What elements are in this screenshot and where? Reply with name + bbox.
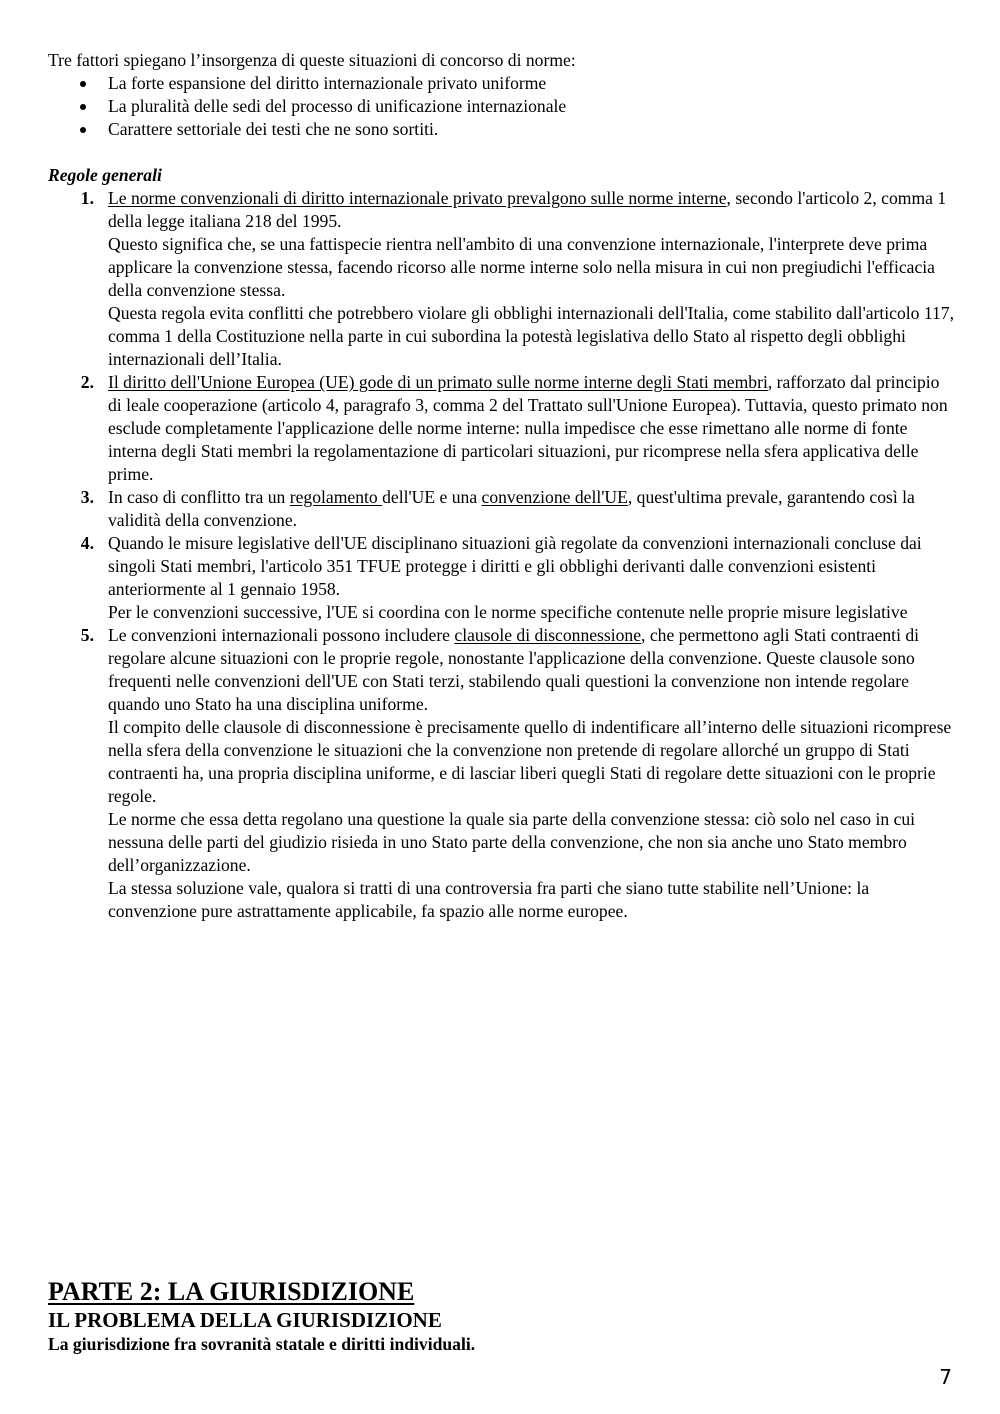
rule-text: Le convenzioni internazionali possono includere [108, 625, 455, 645]
section-title: IL PROBLEMA DELLA GIURISDIZIONE [48, 1308, 442, 1332]
list-number: 2. [80, 372, 94, 392]
rule-text: dell'UE e una [382, 487, 482, 507]
page-number: 7 [939, 1365, 952, 1389]
list-item: La forte espansione del diritto internazionale privato uniforme [48, 72, 956, 95]
rule-item-1 [48, 187, 956, 371]
underlined-text: Il diritto dell'Unione Europea (UE) gode di un primato sulle norme interne degli Stati membri [108, 372, 768, 392]
rule-item-4 [48, 532, 956, 624]
list-number: 1. [80, 188, 94, 208]
rule-item-3 [48, 486, 956, 532]
rule-paragraph: Il compito delle clausole di disconnessione è precisamente quello di indentificare all’interno delle situazioni ricomprese nella sfera della convenzione le situazioni che la convenzione non pretende di regolare allorché un gruppo di Stati contraenti ha, una propria disciplina uniforme, e di lasciar liberi quegli Stati di regolare dette situazioni con le proprie regole. [108, 717, 952, 806]
rule-paragraph: Questa regola evita conflitti che potrebbero violare gli obblighi internazionali dell'Italia, come stabilito dall'articolo 117, comma 1 della Costituzione nella parte in cui subordina la potestà legislativa dello Stato al rispetto degli obblighi internazionali dell’Italia. [108, 303, 955, 369]
underlined-text: convenzione dell'UE [481, 487, 628, 507]
rule-text: In caso di conflitto tra un [108, 487, 290, 507]
list-item: La pluralità delle sedi del processo di unificazione internazionale [48, 95, 956, 118]
rule-item-2 [48, 371, 956, 486]
rule-text: , rafforzato dal principio di leale cooperazione (articolo 4, paragrafo 3, comma 2 del Trattato sull'Unione Europea). Tuttavia, questo primato non esclude completamente l'applicazione delle norme interne: nulla impedisce che esse rimettano alle norme di fonte interna degli Stati membri la regolamentazione di particolari situazioni, pur ricomprese nella sfera applicativa delle prime. [108, 372, 948, 484]
underlined-text: regolamento [289, 487, 383, 507]
rule-text: , quest'ultima prevale, garantendo così la validità della convenzione. [108, 487, 915, 530]
list-number: 5. [80, 625, 94, 645]
rule-paragraph [108, 624, 956, 716]
rule-paragraph: Questo significa che, se una fattispecie rientra nell'ambito di una convenzione internazionale, l'interprete deve prima applicare la convenzione stessa, facendo ricorso alle norme interne solo nella misura in cui non pregiudichi l'efficacia della convenzione stessa. [108, 234, 935, 300]
list-number: 4. [80, 533, 94, 553]
section-heading: Regole generali [48, 165, 162, 185]
subsection-title: La giurisdizione fra sovranità statale e diritti individuali. [48, 1334, 476, 1354]
underlined-text: clausole di disconnessione [454, 625, 642, 645]
document-body [48, 49, 956, 923]
part-title: PARTE 2: LA GIURISDIZIONE [48, 1277, 415, 1306]
rule-paragraph: Per le convenzioni successive, l'UE si coordina con le norme specifiche contenute nelle proprie misure legislative [108, 602, 908, 622]
underlined-text: Le norme convenzionali di diritto internazionale privato prevalgono sulle norme interne [108, 188, 727, 208]
list-item: Carattere settoriale dei testi che ne sono sortiti. [48, 118, 956, 141]
list-number: 3. [80, 487, 94, 507]
rule-paragraph [108, 486, 956, 532]
rule-text: , secondo l'articolo 2, comma 1 della legge italiana 218 del 1995. [108, 188, 947, 231]
rule-paragraph [108, 187, 956, 233]
rule-paragraph: Quando le misure legislative dell'UE disciplinano situazioni già regolate da convenzioni internazionali concluse dai singoli Stati membri, l'articolo 351 TFUE protegge i diritti e gli obblighi derivanti dalle convenzioni esistenti anteriormente al 1 gennaio 1958. [108, 533, 922, 599]
rule-paragraph [108, 371, 956, 486]
rule-text: , che permettono agli Stati contraenti di regolare alcune situazioni con le proprie regole, nonostante l'applicazione della convenzione. Queste clausole sono frequenti nelle convenzioni dell'UE con Stati terzi, stabilendo quali questioni la convenzione non intende regolare quando uno Stato ha una disciplina uniforme. [108, 625, 920, 714]
rule-paragraph: Le norme che essa detta regolano una questione la quale sia parte della convenzione stessa: ciò solo nel caso in cui nessuna delle parti del giudizio risieda in uno Stato parte della convenzione, che non sia anche uno Stato membro dell’organizzazione. [108, 809, 916, 875]
rule-paragraph: La stessa soluzione vale, qualora si tratti di una controversia fra parti che siano tutte stabilite nell’Unione: la convenzione pure astrattamente applicabile, fa spazio alle norme europee. [108, 878, 870, 921]
factors-list [48, 72, 956, 141]
part-heading-block [48, 1277, 956, 1356]
rule-item-5 [48, 624, 956, 923]
intro-paragraph: Tre fattori spiegano l’insorgenza di queste situazioni di concorso di norme: [48, 50, 576, 70]
rules-list [48, 187, 956, 923]
